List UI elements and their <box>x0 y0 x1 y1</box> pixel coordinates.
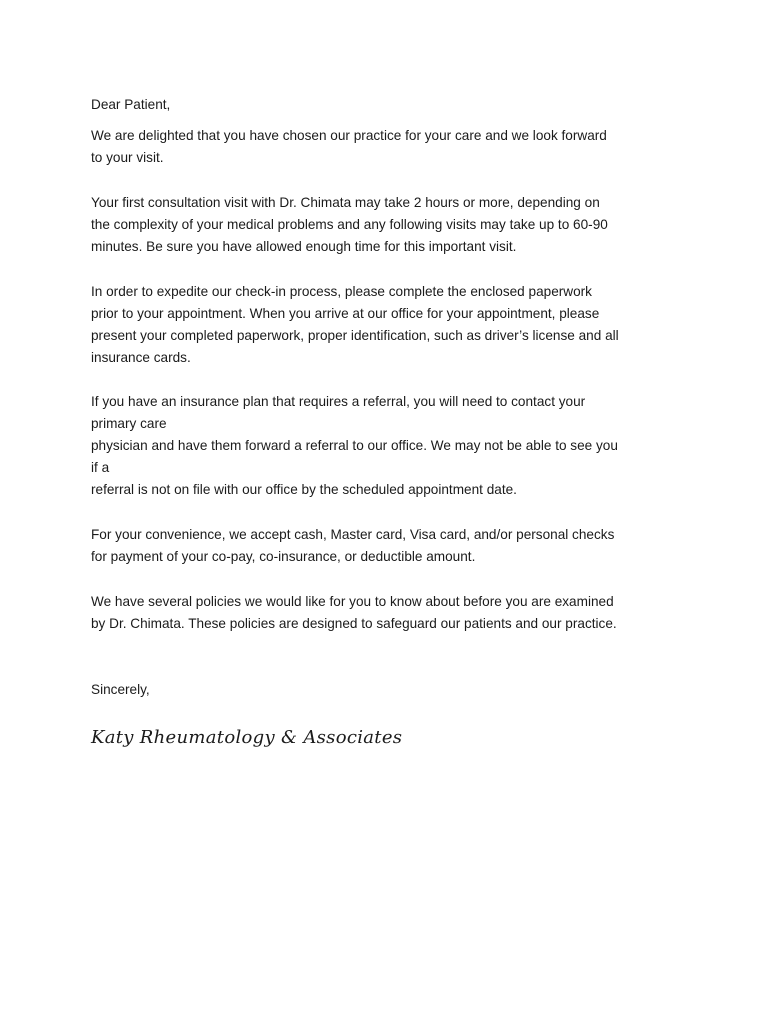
paragraph-payment <box>91 524 691 568</box>
paragraph-line: if a <box>91 460 110 475</box>
greeting: Dear Patient, <box>91 97 171 112</box>
paragraph-referral <box>91 391 691 501</box>
paragraph-line: referral is not on file with our office by the scheduled appointment date. <box>91 482 517 497</box>
paragraph-line: by Dr. Chimata. These policies are designed to safeguard our patients and our practice. <box>91 616 617 631</box>
paragraph-line: primary care <box>91 416 167 431</box>
paragraph-visit-duration <box>91 192 691 258</box>
closing: Sincerely, <box>91 682 150 697</box>
paragraph-line: to your visit. <box>91 150 164 165</box>
paragraph-line: insurance cards. <box>91 350 191 365</box>
paragraph-line: If you have an insurance plan that requires a referral, you will need to contact your <box>91 394 586 409</box>
paragraph-policies <box>91 591 691 635</box>
paragraph-line: for payment of your co-pay, co-insurance, or deductible amount. <box>91 549 476 564</box>
paragraph-line: For your convenience, we accept cash, Master card, Visa card, and/or personal checks <box>91 527 615 542</box>
paragraph-line: physician and have them forward a referral to our office. We may not be able to see you <box>91 438 618 453</box>
paragraph-line: present your completed paperwork, proper identification, such as driver’s license and all <box>91 328 619 343</box>
paragraph-line: the complexity of your medical problems and any following visits may take up to 60-90 <box>91 217 608 232</box>
paragraph-line: We are delighted that you have chosen our practice for your care and we look forward <box>91 128 607 143</box>
paragraph-check-in <box>91 281 691 369</box>
paragraph-line: In order to expedite our check-in process, please complete the enclosed paperwork <box>91 284 592 299</box>
paragraph-line: We have several policies we would like for you to know about before you are examined <box>91 594 614 609</box>
signature: Katy Rheumatology & Associates <box>91 727 403 748</box>
paragraph-line: minutes. Be sure you have allowed enough time for this important visit. <box>91 239 517 254</box>
paragraph-line: Your first consultation visit with Dr. Chimata may take 2 hours or more, depending on <box>91 195 600 210</box>
paragraph-line: prior to your appointment. When you arrive at our office for your appointment, please <box>91 306 600 321</box>
paragraph-welcome <box>91 125 691 169</box>
